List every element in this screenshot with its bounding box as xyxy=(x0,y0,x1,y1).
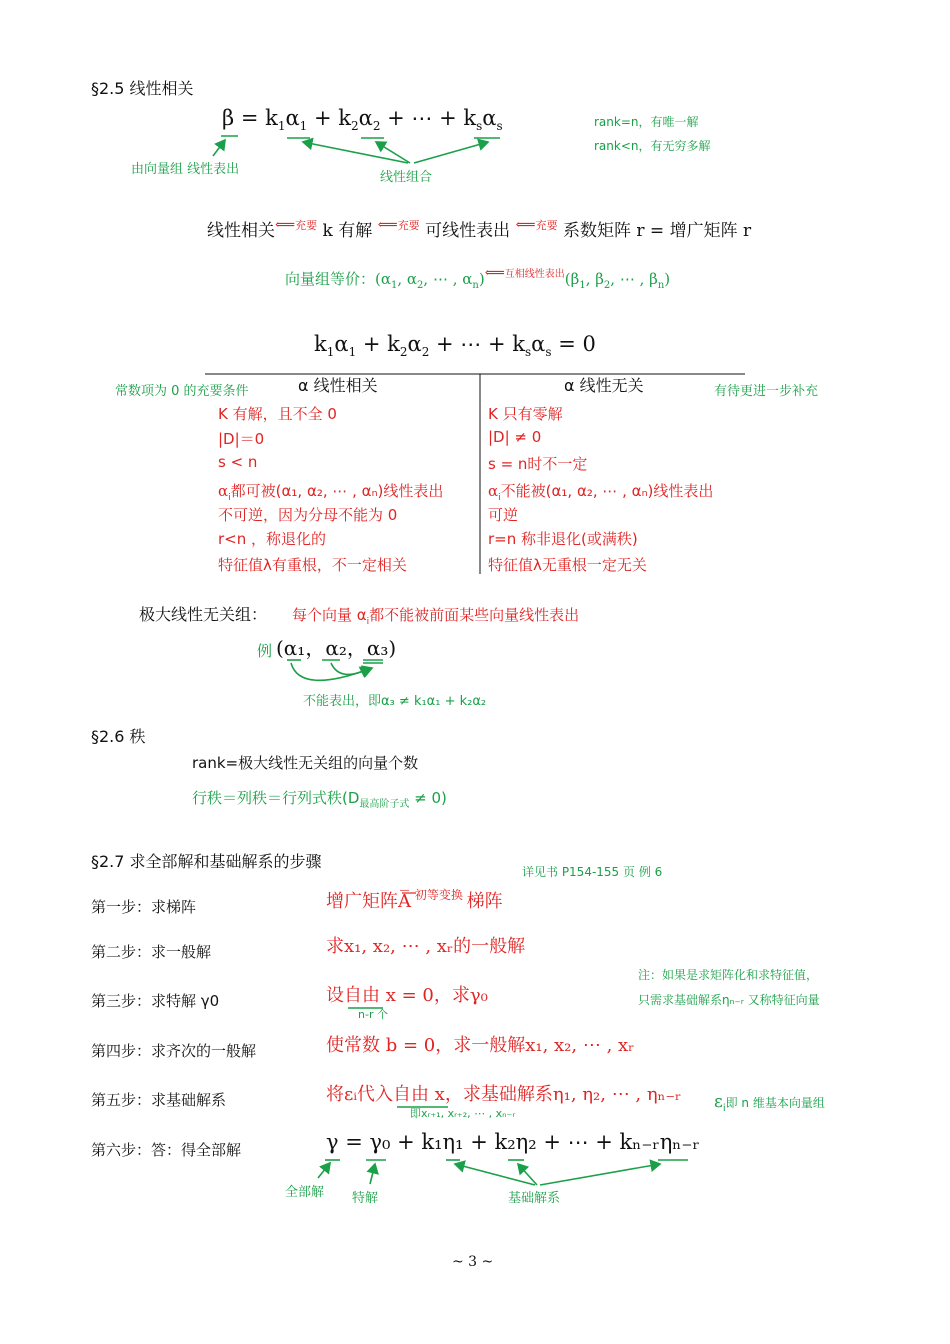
coef-ks: k xyxy=(463,106,477,130)
sub: 2 xyxy=(417,280,424,291)
step-content xyxy=(326,932,525,958)
step-formula: 将εᵢ代入自由 x，求基础解系η₁, η₂, ⋯ , ηₙ₋ᵣ xyxy=(326,1084,682,1105)
row-text: s = n时不一定 xyxy=(488,455,588,473)
row-text: r=n 称非退化(或满秩) xyxy=(488,530,638,548)
sub: 2 xyxy=(399,345,408,360)
label-linear-combination: 线性组合 xyxy=(380,170,433,185)
alpha: α xyxy=(334,332,349,356)
coef-k2: k xyxy=(338,106,351,130)
label-vector-group: 由向量组 线性表出 xyxy=(131,162,240,177)
row-text: s < n xyxy=(218,453,258,471)
alpha: α xyxy=(531,332,546,356)
cond-label: 充要 xyxy=(535,219,558,232)
arrow-combo-3 xyxy=(414,142,488,163)
arrow-to-beta xyxy=(213,140,225,156)
sub: 2 xyxy=(421,345,430,360)
dependent-row xyxy=(218,504,397,525)
sub: s xyxy=(496,119,503,134)
sub: n xyxy=(657,280,665,291)
sub: i xyxy=(722,1103,726,1115)
left-close: ) xyxy=(478,270,485,288)
arrow-particular xyxy=(370,1164,375,1184)
beta-symbol: β xyxy=(222,106,235,130)
col-header-dependent: α 线性相关 xyxy=(298,376,378,395)
page-number: ~ 3 ~ xyxy=(452,1254,494,1270)
step-label: 第一步：求梯阵 xyxy=(91,898,197,916)
epsilon-symbol: ε xyxy=(714,1092,723,1112)
equals-sign: = xyxy=(234,106,266,130)
col-header-independent: α 线性无关 xyxy=(564,376,644,395)
sep: , ⋯ , β xyxy=(610,270,658,288)
sub: 1 xyxy=(326,345,335,360)
example-note: 不能表出，即α₃ ≠ k₁α₁ + k₂α₂ xyxy=(303,694,487,709)
step-label: 第四步：求齐次的一般解 xyxy=(91,1042,257,1060)
rank-definition: rank=极大线性无关组的向量个数 xyxy=(192,754,419,772)
row-text: 都可被(α₁, α₂, ⋯ , αₙ)线性表出 xyxy=(230,482,444,500)
arrow-basis-1 xyxy=(455,1164,535,1185)
independent-row xyxy=(488,504,518,525)
sep: , ⋯ , α xyxy=(423,270,473,288)
section-2-6-heading: §2.6 秩 xyxy=(91,727,146,746)
sub: i xyxy=(366,617,370,627)
dependent-row xyxy=(218,428,264,449)
chain-rank-equal: 系数矩阵 r = 增广矩阵 r xyxy=(562,221,752,241)
rank-eq-tail: ≠ 0) xyxy=(409,789,447,807)
dependent-row xyxy=(218,528,326,549)
label-particular-solution: 特解 xyxy=(352,1191,379,1206)
note-line-2: 只需求基础解系ηₙ₋ᵣ 又称特征向量 xyxy=(638,993,820,1007)
alpha-symbol: α xyxy=(488,482,499,500)
row-text: K 有解，且不全 0 xyxy=(218,405,337,423)
step-label: 第六步：答：得全部解 xyxy=(91,1141,242,1159)
arc-ex-2 xyxy=(331,663,370,674)
left-arrow-icon: ⟸ xyxy=(275,217,296,233)
equals-zero: = 0 xyxy=(551,332,596,356)
label-all-solutions: 全部解 xyxy=(285,1185,325,1200)
step-formula: 使常数 b = 0，求一般解x₁, x₂, ⋯ , xᵣ xyxy=(326,1035,635,1056)
coef: k xyxy=(512,332,525,356)
sub: i xyxy=(228,493,231,503)
example-vectors: (α₁，α₂，α₃) xyxy=(276,636,397,660)
rank-eq-sub: 最高阶子式 xyxy=(359,799,410,810)
note-to-be-completed: 有待更进一步补充 xyxy=(714,384,819,399)
sub: 2 xyxy=(372,119,381,134)
dependent-row xyxy=(218,403,337,424)
independent-row xyxy=(488,554,647,575)
transform-label: 初等变换 xyxy=(411,888,467,902)
sub: s xyxy=(545,345,552,360)
plus: + ⋯ + xyxy=(429,332,513,356)
alpha-2: α xyxy=(358,106,373,130)
note-zero-constant: 常数项为 0 的充要条件 xyxy=(115,384,249,399)
step-label: 第三步：求特解 γ0 xyxy=(91,992,220,1010)
left-arrow-icon: ⟸ xyxy=(484,265,505,281)
step-content xyxy=(326,887,503,913)
maximal-set-label: 极大线性无关组： xyxy=(139,605,268,624)
step-formula: γ = γ₀ + k₁η₁ + k₂η₂ + ⋯ + kₙ₋ᵣηₙ₋ᵣ xyxy=(326,1130,700,1154)
coef: k xyxy=(314,332,327,356)
step-formula: 设自由 x = 0，求γ₀ xyxy=(326,985,488,1006)
book-reference: 详见书 P154-155 页 例 6 xyxy=(522,865,663,879)
independent-row xyxy=(488,453,587,474)
step-content xyxy=(326,1130,700,1154)
note-line-1: 注：如果是求矩阵化和求特征值， xyxy=(638,968,819,982)
row-text: 不能被(α₁, α₂, ⋯ , αₙ)线性表出 xyxy=(500,482,714,500)
rank-eq-main: 行秩＝列秩＝行列式秩(D xyxy=(192,789,360,807)
sub: 1 xyxy=(299,119,308,134)
step-content xyxy=(326,1031,634,1057)
cond-label: 充要 xyxy=(397,219,420,232)
independent-row xyxy=(488,428,541,446)
step-label: 第五步：求基础解系 xyxy=(91,1091,227,1109)
plus: + xyxy=(307,106,339,130)
right-close: ) xyxy=(664,270,671,288)
independent-row xyxy=(488,480,713,503)
row-text: r<n ，称退化的 xyxy=(218,530,327,548)
alpha-s: α xyxy=(482,106,497,130)
mutual-label: 互相线性表出 xyxy=(504,269,565,280)
section-2-7-heading: §2.7 求全部解和基础解系的步骤 xyxy=(91,852,322,871)
independent-row xyxy=(488,403,563,424)
alpha-symbol: α xyxy=(218,482,229,500)
example-label: 例 xyxy=(257,642,273,660)
plus: + xyxy=(356,332,388,356)
step-tail: 梯阵 xyxy=(466,891,503,912)
plus-dots: + ⋯ + xyxy=(380,106,464,130)
cond-label: 充要 xyxy=(295,219,318,232)
chain-representable: 可线性表出 xyxy=(425,221,511,241)
step-under-note: 即xᵣ₊₁, xᵣ₊₂, ⋯ , xₙ₋ᵣ xyxy=(410,1107,516,1120)
equiv-label: 向量组等价： xyxy=(285,270,376,288)
coef-k1: k xyxy=(265,106,278,130)
row-text: 可逆 xyxy=(488,506,519,524)
sub: 1 xyxy=(391,280,398,291)
left-open: (α xyxy=(375,270,391,288)
arrow-all xyxy=(318,1163,330,1178)
sub: s xyxy=(525,345,532,360)
row-text: 特征值λ无重根一定无关 xyxy=(488,556,647,574)
sub: 1 xyxy=(579,280,586,291)
left-arrow-icon: ⟸ xyxy=(515,217,536,233)
row-text: 特征值λ有重根，不一定相关 xyxy=(218,556,407,574)
arrow-basis-3 xyxy=(540,1164,660,1185)
independent-row xyxy=(488,528,638,549)
step-content xyxy=(326,981,488,1007)
dependent-row xyxy=(218,453,257,471)
chain-k-solvable: k 有解 xyxy=(322,221,373,241)
right-open: (β xyxy=(564,270,580,288)
sub: 1 xyxy=(277,119,286,134)
coef: k xyxy=(387,332,400,356)
desc-part: 每个向量 α xyxy=(292,606,367,624)
left-arrow-icon: ⟸ xyxy=(377,217,398,233)
alpha-1: α xyxy=(285,106,300,130)
rank-infinite: rank<n，有无穷多解 xyxy=(594,139,711,153)
row-text: |D|＝0 xyxy=(218,430,265,448)
rank-unique: rank=n，有唯一解 xyxy=(594,115,699,129)
desc-part: 都不能被前面某些向量线性表出 xyxy=(369,606,580,624)
row-text: 不可逆，因为分母不能为 0 xyxy=(218,506,398,524)
section-2-5-heading: §2.5 线性相关 xyxy=(91,79,194,98)
dependent-row xyxy=(218,480,443,503)
chain-dependent: 线性相关 xyxy=(207,221,275,241)
sub: 1 xyxy=(348,345,357,360)
sub: s xyxy=(476,119,483,134)
sep: , α xyxy=(397,270,418,288)
label-basis: 基础解系 xyxy=(508,1191,561,1206)
sub: n xyxy=(472,280,479,291)
sep: , β xyxy=(585,270,604,288)
step-formula: 增广矩阵A̅ xyxy=(326,891,411,912)
row-text: |D| ≠ 0 xyxy=(488,428,542,446)
sub: 2 xyxy=(350,119,359,134)
step-label: 第二步：求一般解 xyxy=(91,943,212,961)
step-formula: 求x₁, x₂, ⋯ , xᵣ的一般解 xyxy=(326,936,526,957)
epsilon-text: 即 n 维基本向量组 xyxy=(725,1096,825,1110)
sub: 2 xyxy=(603,280,611,291)
alpha: α xyxy=(407,332,422,356)
sub: i xyxy=(498,493,501,503)
step-under-note: n-r 个 xyxy=(358,1008,388,1021)
step-content xyxy=(326,1080,681,1106)
dependent-row xyxy=(218,554,407,575)
row-text: K 只有零解 xyxy=(488,405,563,423)
